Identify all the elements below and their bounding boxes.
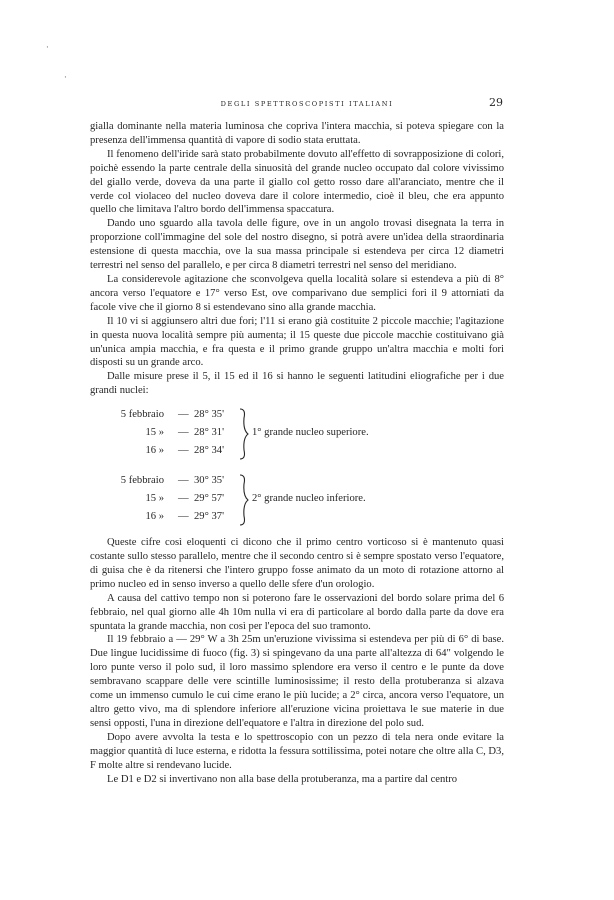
- running-title: DEGLI SPETTROSCOPISTI ITALIANI: [220, 100, 394, 108]
- paragraph: Dopo avere avvolta la testa e lo spettroscopio con un pezzo di tela nera onde evitare la maggior quantità di luce esterna, e ridotta la fessura sottilissima, potei notare che oltre alla C, D3, F molte altre si rendevano lucide.: [90, 731, 504, 771]
- date-cell: 5 febbraio: [120, 409, 164, 421]
- date-cell: 16 »: [145, 511, 164, 523]
- scan-speck: ·: [46, 43, 49, 53]
- nucleus-label: 1° grande nucleo superiore.: [252, 427, 369, 439]
- sign-cell: —: [178, 475, 189, 487]
- nucleus-label: 2° grande nucleo inferiore.: [252, 493, 366, 505]
- sign-cell: —: [178, 427, 189, 439]
- sign-cell: —: [178, 445, 189, 457]
- paragraph: Il 19 febbraio a — 29° W a 3h 25m un'eruzione vivissima si estendeva per più di 6° di base. Due lingue lucidissime di fuoco (fig. 3) si spingevano da una parte all'altezza di 64" volgendo le loro punte verso il polo sud, il loro massimo splendore era verso il centro e le punte da dove sembravano scappare delle vere scintille luminosissime; il resto della protuberanza si alzava come un immenso cumulo le cui cime erano le più lucide; a 2° circa, ancora verso l'equatore, un altro getto vivo, ma di splendore inferiore all'eruzione vicina proiettava le sue materie in due sensi opposti, l'una in direzione dell'equatore e l'altra in direzione del polo sud.: [90, 634, 504, 729]
- date-cell: 15 »: [145, 493, 164, 505]
- body-text: [90, 120, 504, 786]
- paragraph: Dalle misure prese il 5, il 15 ed il 16 si hanno le seguenti latitudini eliografiche per i due grandi nuclei:: [90, 371, 504, 397]
- paragraph: gialla dominante nella materia luminosa che copriva l'intera macchia, si poteva spiegare con la presenza dell'immensa quantità di vapore di sodio stata eruttata.: [90, 121, 504, 146]
- curly-brace-icon: [238, 408, 250, 460]
- latitude-cell: 29° 57': [194, 493, 224, 505]
- paragraph: La considerevole agitazione che sconvolgeva quella località solare si estendeva a più di 8° ancora verso l'equatore e 17° verso Est, ove comparivano due semplici fori il 9 attorniati da facole vive che il giorno 8 si estendevano sino alla grande macchia.: [90, 273, 504, 313]
- curly-brace-icon: [238, 474, 250, 526]
- sign-cell: —: [178, 409, 189, 421]
- latitude-cell: 29° 37': [194, 511, 224, 523]
- sign-cell: —: [178, 511, 189, 523]
- latitude-cell: 28° 34': [194, 445, 224, 457]
- date-cell: 16 »: [145, 445, 164, 457]
- latitude-cell: 28° 35': [194, 409, 224, 421]
- sign-cell: —: [178, 493, 189, 505]
- date-cell: 15 »: [145, 427, 164, 439]
- paragraph: Queste cifre così eloquenti ci dicono che il primo centro vorticoso si è mantenuto quasi costante sullo stesso parallelo, mentre che il secondo centro si è sempre spostato verso l'equatore, di guisa che è da ritenersi che l'intero gruppo fosse animato da un moto di rotazione attorno al primo nucleo ed in senso inverso a quello delle sfere d'un orologio.: [90, 537, 504, 590]
- paragraph: A causa del cattivo tempo non si poterono fare le osservazioni del bordo solare prima del 6 febbraio, nel qual giorno alle 4h 10m nulla vi era di particolare al bordo dalla parte da dove era spuntata la grande macchia, non così per l'epoca del suo tramonto.: [90, 592, 504, 632]
- paragraph: Dando uno sguardo alla tavola delle figure, ove in un angolo trovasi disegnata la terra in proporzione coll'immagine del sole del nostro disegno, si potrà avere un'idea della straordinaria estensione di questa macchia, ove la sua massa principale si estendeva per circa 12 diametri terrestri nel senso del parallelo, e per circa 8 diametri terrestri nel senso del meridiano.: [90, 218, 504, 272]
- paragraph: Il fenomeno dell'iride sarà stato probabilmente dovuto all'effetto di sovrapposizione di colori, poichè essendo la parte centrale della sinuosità del grande nucleo occupato dal colore vivissimo del giallo verde, doveva da una parte il giallo col getto rosso dare all'aranciato, mentre che il verde col violaceo del nucleo doveva dare il colore intermedio, cioè il bleu, che era appunto quello che limitava l'altro bordo dell'immensa spaccatura.: [90, 148, 504, 216]
- page-number: 29: [489, 96, 503, 109]
- latitude-cell: 30° 35': [194, 475, 224, 487]
- paragraph: Il 10 vi si aggiunsero altri due fori; l'11 si erano già costituite 2 piccole macchie; l'agitazione in questa nuova località sempre più aumenta; il 15 queste due piccole macchie costituivano già un'unica ampia macchia, e fra questa e il primo grande gruppo un'altra macchia e molti fori disposti su un grande arco.: [90, 315, 504, 369]
- latitude-table-lower: [90, 474, 504, 530]
- scan-speck: ·: [64, 73, 67, 83]
- date-cell: 5 febbraio: [120, 475, 164, 487]
- latitude-cell: 28° 31': [194, 427, 224, 439]
- latitude-table-upper: [90, 408, 504, 464]
- paragraph: Le D1 e D2 si invertivano non alla base della protuberanza, ma a partire dal centro: [107, 773, 458, 785]
